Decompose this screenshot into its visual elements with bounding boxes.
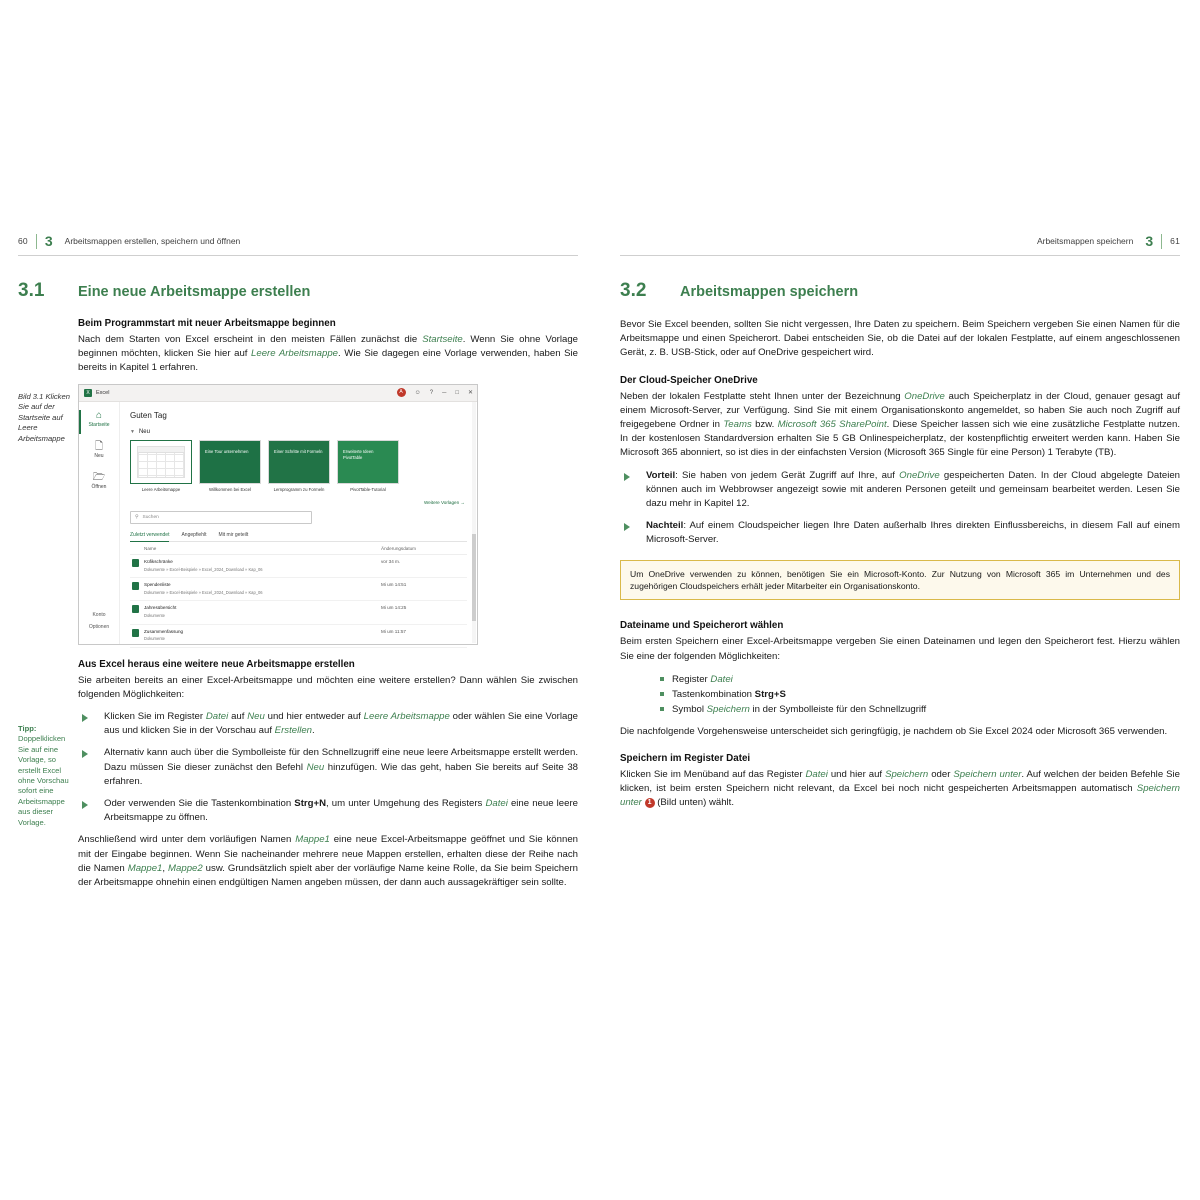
note-box-onedrive: Um OneDrive verwenden zu können, benötigen Sie ein Microsoft-Konto. Zur Nutzung von Microsoft 365 im Unternehmen und des zugehörigen Cloudspeichers erhält jeder Mitarbeiter ein Organisationskonto. bbox=[620, 560, 1180, 601]
text-run-italic: Neu bbox=[247, 711, 265, 723]
text-run: . Diese Speicher lassen sich wie eine zusätzliche Festplatte nutzen. In der kostenlosen Standardversion erhalten Sie 5 GB Onlinespeicherplatz, der kostenpflichtig erweitert werden kann. Haben Sie Microsoft 365 abonniert, so ist dies in der einfachsten Version (Microsoft 365 Single für eine Person) 1 Terabyte (TB). bbox=[620, 419, 1180, 459]
section-heading-3-1 bbox=[18, 280, 578, 302]
text-run-italic: Speichern bbox=[885, 769, 929, 781]
text-run: . bbox=[312, 725, 315, 737]
nav-item-konto[interactable]: Konto bbox=[92, 611, 106, 618]
text-run: Neben der lokalen Festplatte steht Ihnen unter der Bezeichnung bbox=[620, 390, 905, 402]
tab-angepinnt[interactable]: Angepfiehlt bbox=[181, 531, 207, 538]
file-name bbox=[144, 582, 381, 596]
text-run: hinzufügen. Wie das geht, haben Sie bereits auf Seite 38 erfahren. bbox=[104, 761, 578, 787]
template-blank-workbook[interactable] bbox=[130, 440, 192, 493]
excel-title-bar bbox=[79, 385, 477, 402]
paragraph-vorgehensweise: Die nachfolgende Vorgehensweise unterscheidet sich geringfügig, je nachdem ob Sie Excel 2024 oder Microsoft 365 verwenden. bbox=[620, 725, 1168, 737]
template-welcome-excel[interactable] bbox=[199, 440, 261, 493]
paragraph-mappe1 bbox=[78, 833, 578, 890]
right-body-column bbox=[620, 318, 1180, 811]
file-name-text: Küfikschränke bbox=[144, 558, 173, 564]
text-run: . Wie Sie dagegen eine Vorlage verwenden, haben Sie bereits in Kapitel 1 erfahren. bbox=[78, 348, 578, 374]
file-path: Dokumente » Excel-Beispiele » Excel_2024_Download » Kap_06 bbox=[144, 566, 263, 572]
excel-file-icon bbox=[132, 559, 139, 567]
text-run: Tastenkombination bbox=[672, 688, 755, 700]
template-pivottable-tutorial[interactable] bbox=[337, 440, 399, 493]
nav-item-startseite[interactable] bbox=[79, 410, 119, 428]
file-date: Mi um 11:57 bbox=[381, 628, 406, 634]
template-thumbnail bbox=[337, 440, 399, 484]
nav-item-label: Neu bbox=[94, 452, 104, 459]
file-row[interactable] bbox=[130, 578, 467, 601]
figure-caption: Bild 3.1 Klicken Sie auf der Startseite auf Leere Arbeitsmappe bbox=[18, 392, 70, 443]
more-templates-link[interactable]: Weitere Vorlagen → bbox=[423, 499, 465, 505]
excel-left-nav bbox=[79, 402, 120, 644]
tip-text: Doppelklicken Sie auf eine Vorlage, so erstellt Excel ohne Vorschau sofort eine Arbeitsmappe aus dieser Vorlage. bbox=[18, 734, 69, 827]
nav-item-label: Startseite bbox=[88, 421, 110, 428]
list-item bbox=[78, 797, 578, 825]
file-name-text: Jahresübersicht bbox=[144, 605, 177, 611]
file-name-text: Zusammenfassung bbox=[144, 628, 184, 634]
nav-selection-indicator bbox=[79, 410, 81, 434]
list-item bbox=[660, 672, 1180, 687]
file-name bbox=[144, 605, 381, 619]
section-number: 3.2 bbox=[620, 280, 647, 301]
paragraph-onedrive bbox=[620, 390, 1180, 461]
template-caption: Lernprogramm zu Formeln bbox=[273, 486, 325, 492]
text-run-italic: Datei bbox=[710, 673, 733, 685]
section-title: Arbeitsmappen speichern bbox=[680, 284, 859, 300]
tab-zuletzt-verwendet[interactable]: Zuletzt verwendet bbox=[130, 532, 169, 542]
text-run: Anschließend wird unter dem vorläufigen Namen bbox=[78, 834, 296, 846]
excel-start-body bbox=[79, 402, 477, 644]
search-placeholder: Suchen bbox=[142, 514, 159, 520]
text-run-italic: Leere Arbeitsmappe bbox=[251, 348, 339, 360]
options-list-save bbox=[620, 672, 1180, 717]
list-item bbox=[78, 746, 578, 789]
excel-file-icon bbox=[132, 582, 139, 590]
paragraph-speichern-register bbox=[620, 768, 1180, 811]
column-header-name: Name bbox=[144, 545, 157, 551]
running-title-right: Arbeitsmappen speichern bbox=[1036, 236, 1134, 246]
text-run: . Auf welchen der beiden Befehle Sie klicken, ist beim ersten Speichern nicht relevant, da Excel bei noch nicht gespeicherten Arbeitsmappen automatisch bbox=[620, 769, 1180, 795]
section-heading-3-2 bbox=[620, 280, 1180, 302]
window-controls bbox=[397, 385, 473, 401]
text-run-italic: Datei bbox=[805, 769, 828, 781]
subheading-weitere-arbeitsmappe: Aus Excel heraus eine weitere neue Arbeitsmappe erstellen bbox=[78, 658, 355, 670]
text-run: und hier entweder auf bbox=[264, 711, 364, 723]
bullet-label: Vorteil bbox=[646, 469, 676, 481]
new-section-label bbox=[130, 429, 467, 435]
subheading-speichern-register-datei: Speichern im Register Datei bbox=[620, 753, 751, 765]
list-item bbox=[620, 469, 1180, 512]
new-document-icon: 🗋 bbox=[94, 440, 104, 452]
template-formulas-tutorial[interactable] bbox=[268, 440, 330, 493]
account-avatar[interactable]: A bbox=[397, 388, 406, 397]
file-list-header bbox=[130, 542, 467, 555]
file-row[interactable] bbox=[130, 555, 467, 578]
text-run: Register bbox=[672, 673, 711, 685]
text-run-italic: Microsoft 365 SharePoint bbox=[777, 419, 887, 431]
folder-icon: 🗁 bbox=[92, 471, 106, 483]
nav-bottom-group bbox=[79, 612, 119, 636]
figure-excel-startscreen bbox=[78, 384, 478, 645]
excel-file-icon bbox=[132, 605, 139, 613]
text-run: . Wenn Sie ohne Vorlage beginnen möchten, klicken Sie hier auf bbox=[78, 334, 578, 360]
divider bbox=[36, 234, 37, 249]
section-number: 3.1 bbox=[18, 280, 45, 301]
file-row[interactable] bbox=[130, 601, 467, 624]
paragraph-dateiname: Beim ersten Speichern einer Excel-Arbeitsmappe vergeben Sie einen Dateinamen und legen den Speicherort fest. Hierzu wählen Sie eine der folgenden Möglichkeiten: bbox=[620, 636, 1180, 662]
greeting-text: Guten Tag bbox=[130, 410, 167, 420]
nav-item-optionen[interactable]: Optionen bbox=[88, 623, 110, 630]
text-run-italic: Speichern unter bbox=[620, 783, 1180, 809]
chapter-number-right: 3 bbox=[1145, 233, 1154, 249]
subheading-dateiname-speicherort: Dateiname und Speicherort wählen bbox=[620, 620, 784, 632]
text-run-italic: OneDrive bbox=[904, 390, 945, 402]
home-icon: ⌂ bbox=[95, 409, 103, 421]
text-run: und hier auf bbox=[827, 769, 886, 781]
file-date: Mi um 14:51 bbox=[381, 581, 407, 587]
excel-logo-icon bbox=[84, 389, 92, 397]
text-run-italic: Neu bbox=[306, 761, 325, 773]
excel-start-main bbox=[120, 402, 477, 644]
text-run: in der Symbolleiste für den Schnellzugriff bbox=[749, 703, 927, 715]
text-run: , um unter Umgehung des Registers bbox=[326, 798, 486, 810]
text-run: auf bbox=[228, 711, 248, 723]
template-caption: Leere Arbeitsmappe bbox=[141, 486, 181, 492]
grid-preview bbox=[137, 446, 185, 478]
text-run: Nach dem Starten von Excel erscheint in den meisten Fällen zunächst die bbox=[78, 334, 423, 345]
template-thumbnail bbox=[130, 440, 192, 484]
text-run: eine neue leere Arbeitsmappe zu öffnen. bbox=[104, 798, 578, 824]
file-path: Dokumente bbox=[144, 613, 165, 619]
text-run-italic: Datei bbox=[485, 798, 508, 810]
right-page bbox=[620, 230, 1180, 819]
text-run: usw. Grundsätzlich spielt aber der vorläufige Name keine Rolle, da Sie beim Speichern der Arbeitsmappe ohnehin einen endgültigen Namen angeben müssen, der dann auch aussagekräftiger sein sollte. bbox=[78, 862, 578, 889]
text-run: Symbol bbox=[672, 703, 707, 715]
text-run-italic: Leere Arbeitsmappe bbox=[363, 711, 450, 723]
section-title: Eine neue Arbeitsmappe erstellen bbox=[78, 284, 311, 300]
template-thumbnail bbox=[199, 440, 261, 484]
maximize-icon[interactable]: □ bbox=[455, 389, 459, 396]
file-date: Mi um 14:25 bbox=[381, 605, 407, 611]
template-thumb-title: Eine Tour unternehmen bbox=[205, 448, 249, 454]
list-item bbox=[620, 519, 1180, 547]
tip-label: Tipp: bbox=[18, 724, 37, 733]
running-head-right bbox=[620, 230, 1180, 252]
file-name bbox=[144, 629, 381, 643]
bullet-label: Nachteil bbox=[646, 520, 684, 532]
file-date: vor 34 m. bbox=[381, 558, 401, 564]
text-run: Alternativ kann auch über die Symbolleiste für den Schnellzugriff eine neue leere Arbeitsmappe erstellt werden. Dazu müssen Sie dieser zunächst den Befehl bbox=[104, 747, 578, 773]
search-input[interactable] bbox=[130, 511, 312, 524]
text-run: (Bild unten) wählt. bbox=[654, 797, 734, 809]
new-label: Neu bbox=[138, 428, 150, 435]
text-run: bzw. bbox=[751, 419, 778, 431]
template-caption: Willkommen bei Excel bbox=[208, 486, 252, 492]
template-thumb-title: Erweiterte Ideen PivotTable bbox=[343, 448, 374, 460]
bullet-list-cloud-pros-cons bbox=[620, 469, 1180, 548]
subheading-programmstart: Beim Programmstart mit neuer Arbeitsmappe beginnen bbox=[78, 318, 336, 329]
text-run: , bbox=[162, 862, 169, 874]
template-thumbnail bbox=[268, 440, 330, 484]
tab-mit-mir-geteilt[interactable]: Mit mir geteilt bbox=[218, 531, 249, 538]
left-body-column bbox=[78, 318, 578, 890]
running-title-left: Arbeitsmappen erstellen, speichern und öffnen bbox=[64, 236, 241, 246]
text-run: oder wählen Sie eine Vorlage aus und klicken Sie in der Vorschau auf bbox=[104, 711, 579, 737]
text-run: oder bbox=[928, 769, 954, 781]
margin-note-tip bbox=[18, 724, 70, 828]
text-run: : Sie haben von jedem Gerät Zugriff auf Ihre, auf bbox=[675, 469, 900, 481]
text-run-italic: Datei bbox=[205, 711, 229, 723]
text-run-italic: Erstellen bbox=[274, 725, 312, 737]
file-row[interactable] bbox=[130, 625, 467, 648]
text-run-bold: Strg+N bbox=[294, 798, 327, 810]
file-path: Dokumente » Excel-Beispiele » Excel_2024_Download » Kap_06 bbox=[144, 589, 263, 595]
template-thumb-title: Einer Schritte mit Formeln bbox=[274, 448, 323, 454]
text-run-italic: Mappe2 bbox=[168, 862, 203, 874]
text-run: auch Speicherplatz in der Cloud, genauer gesagt auf einem Microsoft-Server, zur Verfügung. Sind Sie mit einem Organisationskonto angemeldet, so haben Sie auch noch Zugriff auf freigegebene Ordner in bbox=[620, 390, 1180, 431]
text-run: Klicken Sie im Register bbox=[104, 711, 206, 723]
text-run-italic: Mappe1 bbox=[127, 862, 163, 874]
file-name-text: Spendenliste bbox=[144, 581, 171, 587]
paragraph-startseite bbox=[78, 333, 578, 376]
nav-item-label: Öffnen bbox=[91, 483, 107, 490]
text-run-italic: OneDrive bbox=[899, 469, 940, 481]
recent-tabs bbox=[130, 532, 467, 542]
list-item bbox=[660, 687, 1180, 702]
text-run-italic: Startseite bbox=[422, 334, 463, 345]
list-item bbox=[660, 702, 1180, 717]
vertical-scrollbar[interactable] bbox=[472, 402, 476, 643]
folio-right: 61 bbox=[1170, 236, 1180, 246]
help-icon[interactable]: ? bbox=[429, 389, 434, 396]
callout-marker-1: 1 bbox=[645, 798, 655, 808]
search-icon: ⚲ bbox=[135, 514, 139, 520]
chapter-number-left: 3 bbox=[44, 233, 53, 249]
column-header-date: Änderungsdatum bbox=[381, 545, 416, 551]
excel-app-name: Excel bbox=[96, 389, 110, 396]
left-page bbox=[18, 230, 578, 898]
nav-item-neu[interactable] bbox=[79, 441, 119, 459]
text-run-bold: Strg+S bbox=[754, 688, 786, 700]
minimize-icon[interactable]: ─ bbox=[442, 389, 447, 396]
close-icon[interactable]: ✕ bbox=[467, 390, 473, 397]
text-run: : Auf einem Cloudspeicher liegen Ihre Daten außerhalb Ihres direkten Einflussbereichs, in diesem Fall auf einem Microsoft-Server. bbox=[646, 520, 1180, 546]
paragraph-moeglichkeiten: Sie arbeiten bereits an einer Excel-Arbeitsmappe und möchten eine weitere erstellen? Dann wählen Sie zwischen folgenden Möglichkeiten: bbox=[78, 674, 578, 700]
excel-file-icon bbox=[132, 629, 139, 637]
text-run-italic: Speichern bbox=[706, 703, 750, 715]
file-path: Dokumente bbox=[144, 636, 165, 642]
template-row bbox=[130, 440, 467, 493]
comment-icon[interactable]: ☺ bbox=[414, 389, 421, 396]
chevron-down-icon[interactable]: ▼ bbox=[130, 428, 135, 435]
nav-item-oeffnen[interactable] bbox=[79, 472, 119, 490]
divider bbox=[1161, 234, 1162, 249]
list-item bbox=[78, 710, 578, 738]
bullet-list-new-workbook bbox=[78, 710, 578, 825]
template-caption: PivotTable-Tutorial bbox=[350, 486, 386, 492]
text-run: Oder verwenden Sie die Tastenkombination bbox=[104, 798, 295, 810]
file-name bbox=[144, 559, 381, 573]
header-rule-right bbox=[620, 255, 1180, 256]
text-run-italic: Speichern unter bbox=[953, 769, 1022, 781]
folio-left: 60 bbox=[18, 236, 28, 246]
text-run: gespeicherten Daten. In der Cloud abgelegte Dateien können auch im Webbrowser angezeigt sowie mit anderen Personen geteilt und gemeinsam bearbeitet werden. Lesen Sie dazu mehr in Kapitel 12. bbox=[646, 469, 1181, 510]
header-rule-left bbox=[18, 255, 578, 256]
paragraph-speichern-intro: Bevor Sie Excel beenden, sollten Sie nicht vergessen, Ihre Daten zu speichern. Beim Speichern vergeben Sie einen Namen für die Arbeitsmappe und einen Speicherort. Dabei entscheiden Sie, ob die Datei auf der lokalen Festplatte, auf einem angeschlossenen Gerät, z. B. USB-Stick, oder auf OneDrive gespeichert wird. bbox=[620, 319, 1180, 359]
text-run: Klicken Sie im Menüband auf das Register bbox=[620, 769, 806, 781]
text-run-italic: Mappe1 bbox=[295, 834, 330, 846]
subheading-onedrive: Der Cloud-Speicher OneDrive bbox=[620, 374, 758, 386]
running-head-left bbox=[18, 230, 578, 252]
text-run: eine neue Excel-Arbeitsmappe geöffnet und Sie können mit der Eingabe beginnen. Wenn Sie nacheinander mehrere neue Mappen erstellen, erhalten diese der Reihe nach die Namen bbox=[78, 834, 578, 874]
text-run-italic: Teams bbox=[723, 419, 752, 431]
